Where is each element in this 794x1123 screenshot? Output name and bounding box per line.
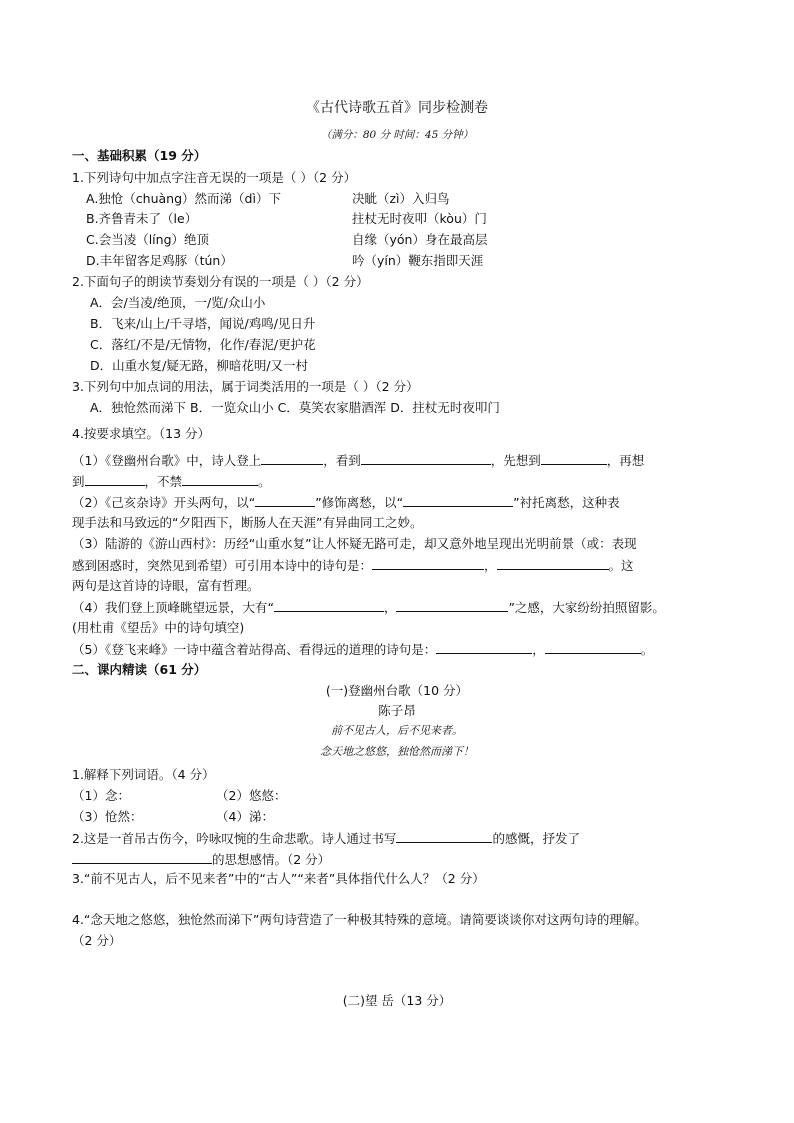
q4-sub1-text-d: ，再想 [606,453,645,468]
part1-q2-line1 [72,828,732,849]
part2-title: (二)望 岳（13 分） [342,993,452,1008]
q4-sub1-text-g: 。 [258,474,271,489]
part1-title: (一)登幽州台歌（10 分） [325,683,469,698]
q1-stem: 1.下列诗句中加点字注音无误的一项是（ ）（2 分） [72,170,357,185]
answer-blank[interactable] [436,639,532,654]
answer-blank[interactable] [261,450,323,465]
answer-blank[interactable] [541,450,607,465]
answer-blank[interactable] [274,597,384,612]
answer-blank[interactable] [403,492,513,507]
part1-q2-text-a: 2.这是一首吊古伤今，吟咏叹惋的生命悲歌。诗人通过书写 [72,831,397,846]
word-item-4: （4）涕： [216,809,274,824]
q1-option-c-left: C.会当凌（líng）绝顶 [86,232,210,247]
word-item-1: （1）念： [72,788,130,803]
section2-heading: 二、课内精读（61 分） [72,662,207,677]
poem-author: 陈子昂 [378,703,416,718]
word-item-2: （2）悠悠： [216,788,287,803]
q1-option-b-right: 拄杖无时夜叩（kòu）门 [352,211,487,226]
answer-blank[interactable] [497,555,609,570]
q4-sub5-text-c: 。 [640,642,654,657]
part1-q2-line2 [72,849,732,870]
q1-option-a-left: A.独怆（chuàng）然而涕（dì）下 [86,191,281,206]
q1-option-d-right: 吟（yín）鞭东指即天涯 [352,253,484,268]
q4-stem: 4.按要求填空。（13 分） [72,426,211,441]
q4-sub1-text-a: （1）《登幽州台歌》中，诗人登上 [72,453,262,468]
answer-blank[interactable] [182,471,258,486]
answer-blank[interactable] [372,555,484,570]
q4-sub5-text-a: （5）《登飞来峰》一诗中蕴含着站得高、看得远的道理的诗句是： [72,642,437,657]
q2-option-d: D．山重水复/疑无路，柳暗花明/又一村 [90,358,309,373]
q4-sub1-text-c: ，先想到 [490,453,541,468]
q4-sub1-text-f: ，不禁 [144,474,183,489]
poem-line-1: 前不见古人，后不见来者。 [331,724,463,737]
answer-blank[interactable] [396,828,492,843]
q4-sub2-line2: 现手法和马致远的“夕阳西下，断肠人在天涯”有异曲同工之妙。 [72,515,423,530]
q1-option-b [86,209,732,229]
part1-q1-row2 [72,807,732,827]
word-item-3: （3）怆然： [72,809,143,824]
page-subtitle: （满分：80 分 时间：45 分钟） [320,129,474,141]
q4-sub4-line1 [72,597,732,618]
q2-option-b: B．飞来/山上/千寻塔，闻说/鸡鸣/见日升 [90,316,316,331]
page-title: 《古代诗歌五首》同步检测卷 [306,100,488,116]
part1-q1-row1 [72,786,732,806]
q4-sub3-line2 [72,555,732,576]
q1-option-d-left: D.丰年留客足鸡豚（tún） [86,253,233,268]
q2-option-a: A．会/当凌/绝顶，一/览/众山小 [90,295,266,310]
part1-q2-text-c: 的思想感情。（2 分） [212,852,331,867]
section1-heading: 一、基础积累（19 分） [72,148,207,163]
q1-option-c-right: 自缘（yón）身在最高层 [352,232,488,247]
q4-sub1-text-e: 到 [72,474,85,489]
q4-sub4-text-a: （4）我们登上顶峰眺望远景，大有“ [72,600,274,615]
q4-sub3-text-c: ， [484,558,497,573]
q4-sub1-text-b: ，看到 [323,453,361,468]
q4-sub5-line1 [72,639,732,660]
q1-option-c [86,230,732,250]
answer-blank[interactable] [396,597,508,612]
q4-sub3-line3: 两句是这首诗的诗眼，富有哲理。 [72,578,260,593]
part1-q3: 3.“前不见古人，后不见来者”中的“古人”“来者”具体指代什么人？（2 分） [72,871,485,886]
q4-sub2-text-a: （2）《己亥杂诗》开头两句，以“ [72,495,256,510]
answer-blank[interactable] [545,639,641,654]
part1-q4-line2: （2 分） [72,933,122,948]
q4-sub2-text-b: ”修饰离愁，以“ [315,495,404,510]
part1-q4-line1: 4.“念天地之悠悠，独怆然而涕下”两句诗营造了一种极其特殊的意境。请简要谈谈你对这两句诗的理解。 [72,912,647,927]
q4-sub5-text-b: ， [532,642,545,657]
q1-option-a-right: 决眦（zì）入归鸟 [352,191,450,206]
answer-blank[interactable] [85,471,145,486]
part1-q1-stem: 1.解释下列词语。（4 分） [72,767,215,782]
q3-options: A．独怆然而涕下 B．一览众山小 C．莫笑农家腊酒浑 D．拄杖无时夜叩门 [90,400,500,415]
q4-sub1-line1 [72,450,732,471]
q3-stem: 3.下列句中加点词的用法，属于词类活用的一项是（ ）（2 分） [72,379,419,394]
q4-sub2-text-c: ”衬托离愁，这种表 [513,495,620,510]
q1-option-d [86,251,732,271]
answer-blank[interactable] [72,849,212,864]
q1-option-b-left: B.齐鲁青未了（le） [86,211,198,226]
q4-sub3-line1: （3）陆游的《游山西村》：历经“山重水复”让人怀疑无路可走，却又意外地呈现出光明前景（或：表现 [72,536,637,551]
q2-stem: 2.下面句子的朗读节奏划分有误的一项是（ ）（2 分） [72,274,369,289]
q4-sub2-line1 [72,492,732,513]
part1-q2-text-b: 的感慨，抒发了 [492,831,580,846]
q4-sub3-text-d: 。这 [608,558,634,573]
poem-line-2: 念天地之悠悠，独怆然而涕下！ [320,745,474,758]
answer-blank[interactable] [255,492,315,507]
q4-sub3-text-b: 感到困惑时，突然见到希望）可引用本诗中的诗句是： [72,558,373,573]
q4-sub4-line2: (用杜甫《望岳》中的诗句填空) [72,620,245,635]
q4-sub1-line2 [72,471,732,492]
q1-option-a [86,189,732,209]
q2-option-c: C．落红/不是/无情物，化作/春泥/更护花 [90,337,316,352]
q4-sub4-text-c: ”之感，大家纷纷拍照留影。 [508,600,665,615]
answer-blank[interactable] [361,450,491,465]
q4-sub4-text-b: ， [383,600,397,615]
